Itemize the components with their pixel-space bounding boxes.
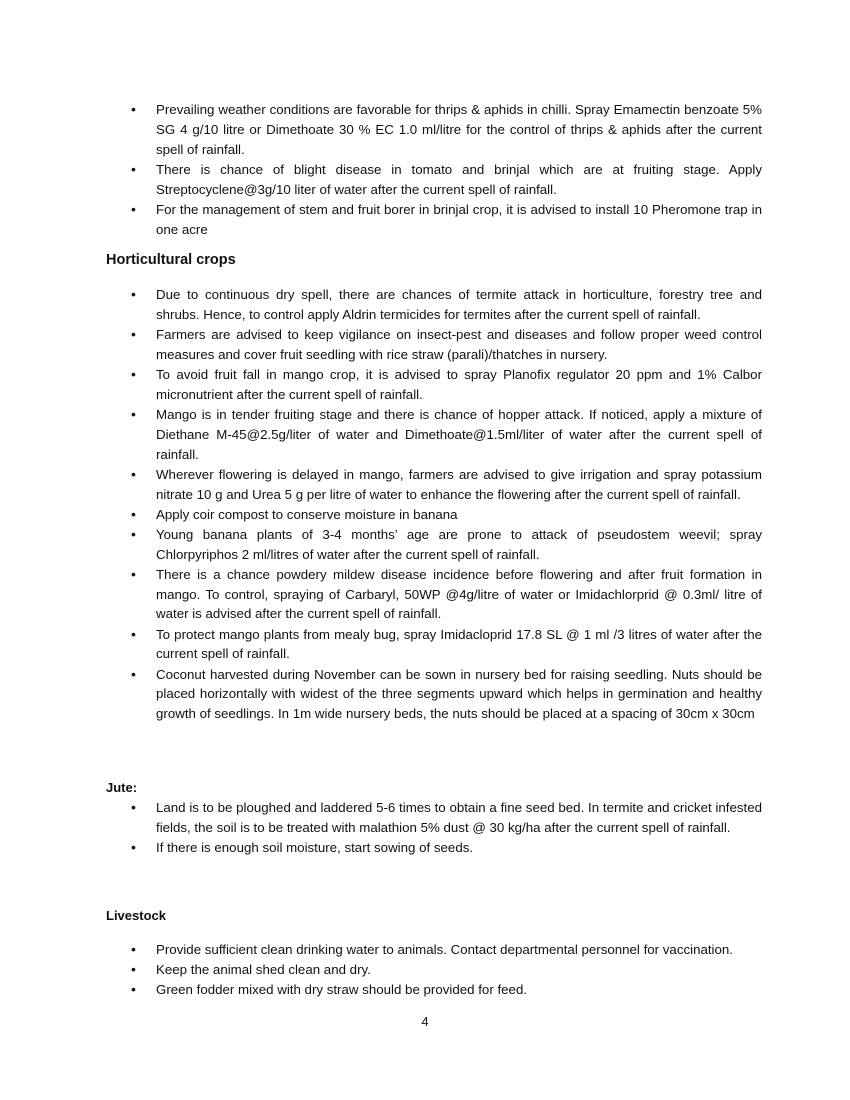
list-item: • Farmers are advised to keep vigilance on insect-pest and diseases and follow proper weed control measures and cover fruit seedling with rice straw (parali)/thatches in nursery. xyxy=(128,325,762,365)
list-item: • Green fodder mixed with dry straw should be provided for feed. xyxy=(128,980,762,1000)
list-item: • Due to continuous dry spell, there are chances of termite attack in horticulture, forestry tree and shrubs. Hence, to control apply Aldrin termicides for termites after the current spell of rainfall. xyxy=(128,285,762,325)
horticultural-advisory-list xyxy=(128,285,762,724)
list-item: • To avoid fruit fall in mango crop, it is advised to spray Planofix regulator 20 ppm and 1% Calbor micronutrient after the current spell of rainfall. xyxy=(128,365,762,405)
list-item: • Young banana plants of 3-4 months’ age are prone to attack of pseudostem weevil; spray Chlorpyriphos 2 ml/litres of water after the current spell of rainfall. xyxy=(128,525,762,565)
livestock-advisory-list xyxy=(128,940,762,1001)
list-item: • Apply coir compost to conserve moisture in banana xyxy=(128,505,762,525)
list-item: • There is chance of blight disease in tomato and brinjal which are at fruiting stage. Apply Streptocyclene@3g/10 liter of water after the current spell of rainfall. xyxy=(128,160,762,200)
list-item: • To protect mango plants from mealy bug, spray Imidacloprid 17.8 SL @ 1 ml /3 litres of water after the current spell of rainfall. xyxy=(128,625,762,665)
list-item: • Keep the animal shed clean and dry. xyxy=(128,960,762,980)
list-item: • Prevailing weather conditions are favorable for thrips & aphids in chilli. Spray Emamectin benzoate 5% SG 4 g/10 litre or Dimethoate 30 % EC 1.0 ml/litre for the control of thrips & aphids after the current spell of rainfall. xyxy=(128,100,762,159)
section-heading-jute: Jute: xyxy=(106,780,138,795)
page-number: 4 xyxy=(421,1014,429,1029)
list-item: • Coconut harvested during November can be sown in nursery bed for raising seedling. Nuts should be placed horizontally with widest of the three segments upward which helps in germination and healthy growth of seedlings. In 1m wide nursery beds, the nuts should be placed at a spacing of 30cm x 30cm xyxy=(128,665,762,724)
list-item: • Land is to be ploughed and laddered 5-6 times to obtain a fine seed bed. In termite and cricket infested fields, the soil is to be treated with malathion 5% dust @ 30 kg/ha after the current spell of rainfall. xyxy=(128,798,762,838)
list-item: • For the management of stem and fruit borer in brinjal crop, it is advised to install 10 Pheromone trap in one acre xyxy=(128,200,762,240)
list-item: • There is a chance powdery mildew disease incidence before flowering and after fruit formation in mango. To control, spraying of Carbaryl, 50WP @4g/litre of water or Imidachlorprid @ 0.3ml/ litre of water is advised after the current spell of rainfall. xyxy=(128,565,762,624)
vegetable-advisory-list xyxy=(128,100,762,240)
section-heading-horticultural-crops: Horticultural crops xyxy=(106,252,236,268)
jute-advisory-list xyxy=(128,798,762,858)
section-heading-livestock: Livestock xyxy=(106,908,166,923)
list-item: • Mango is in tender fruiting stage and there is chance of hopper attack. If noticed, apply a mixture of Diethane M-45@2.5g/liter of water and Dimethoate@1.5ml/liter of water after the current spell of rainfall. xyxy=(128,405,762,464)
list-item: • Provide sufficient clean drinking water to animals. Contact departmental personnel for vaccination. xyxy=(128,940,762,960)
list-item: • Wherever flowering is delayed in mango, farmers are advised to give irrigation and spray potassium nitrate 10 g and Urea 5 g per litre of water to enhance the flowering after the current spell of rainfall. xyxy=(128,465,762,505)
list-item: • If there is enough soil moisture, start sowing of seeds. xyxy=(128,838,762,858)
